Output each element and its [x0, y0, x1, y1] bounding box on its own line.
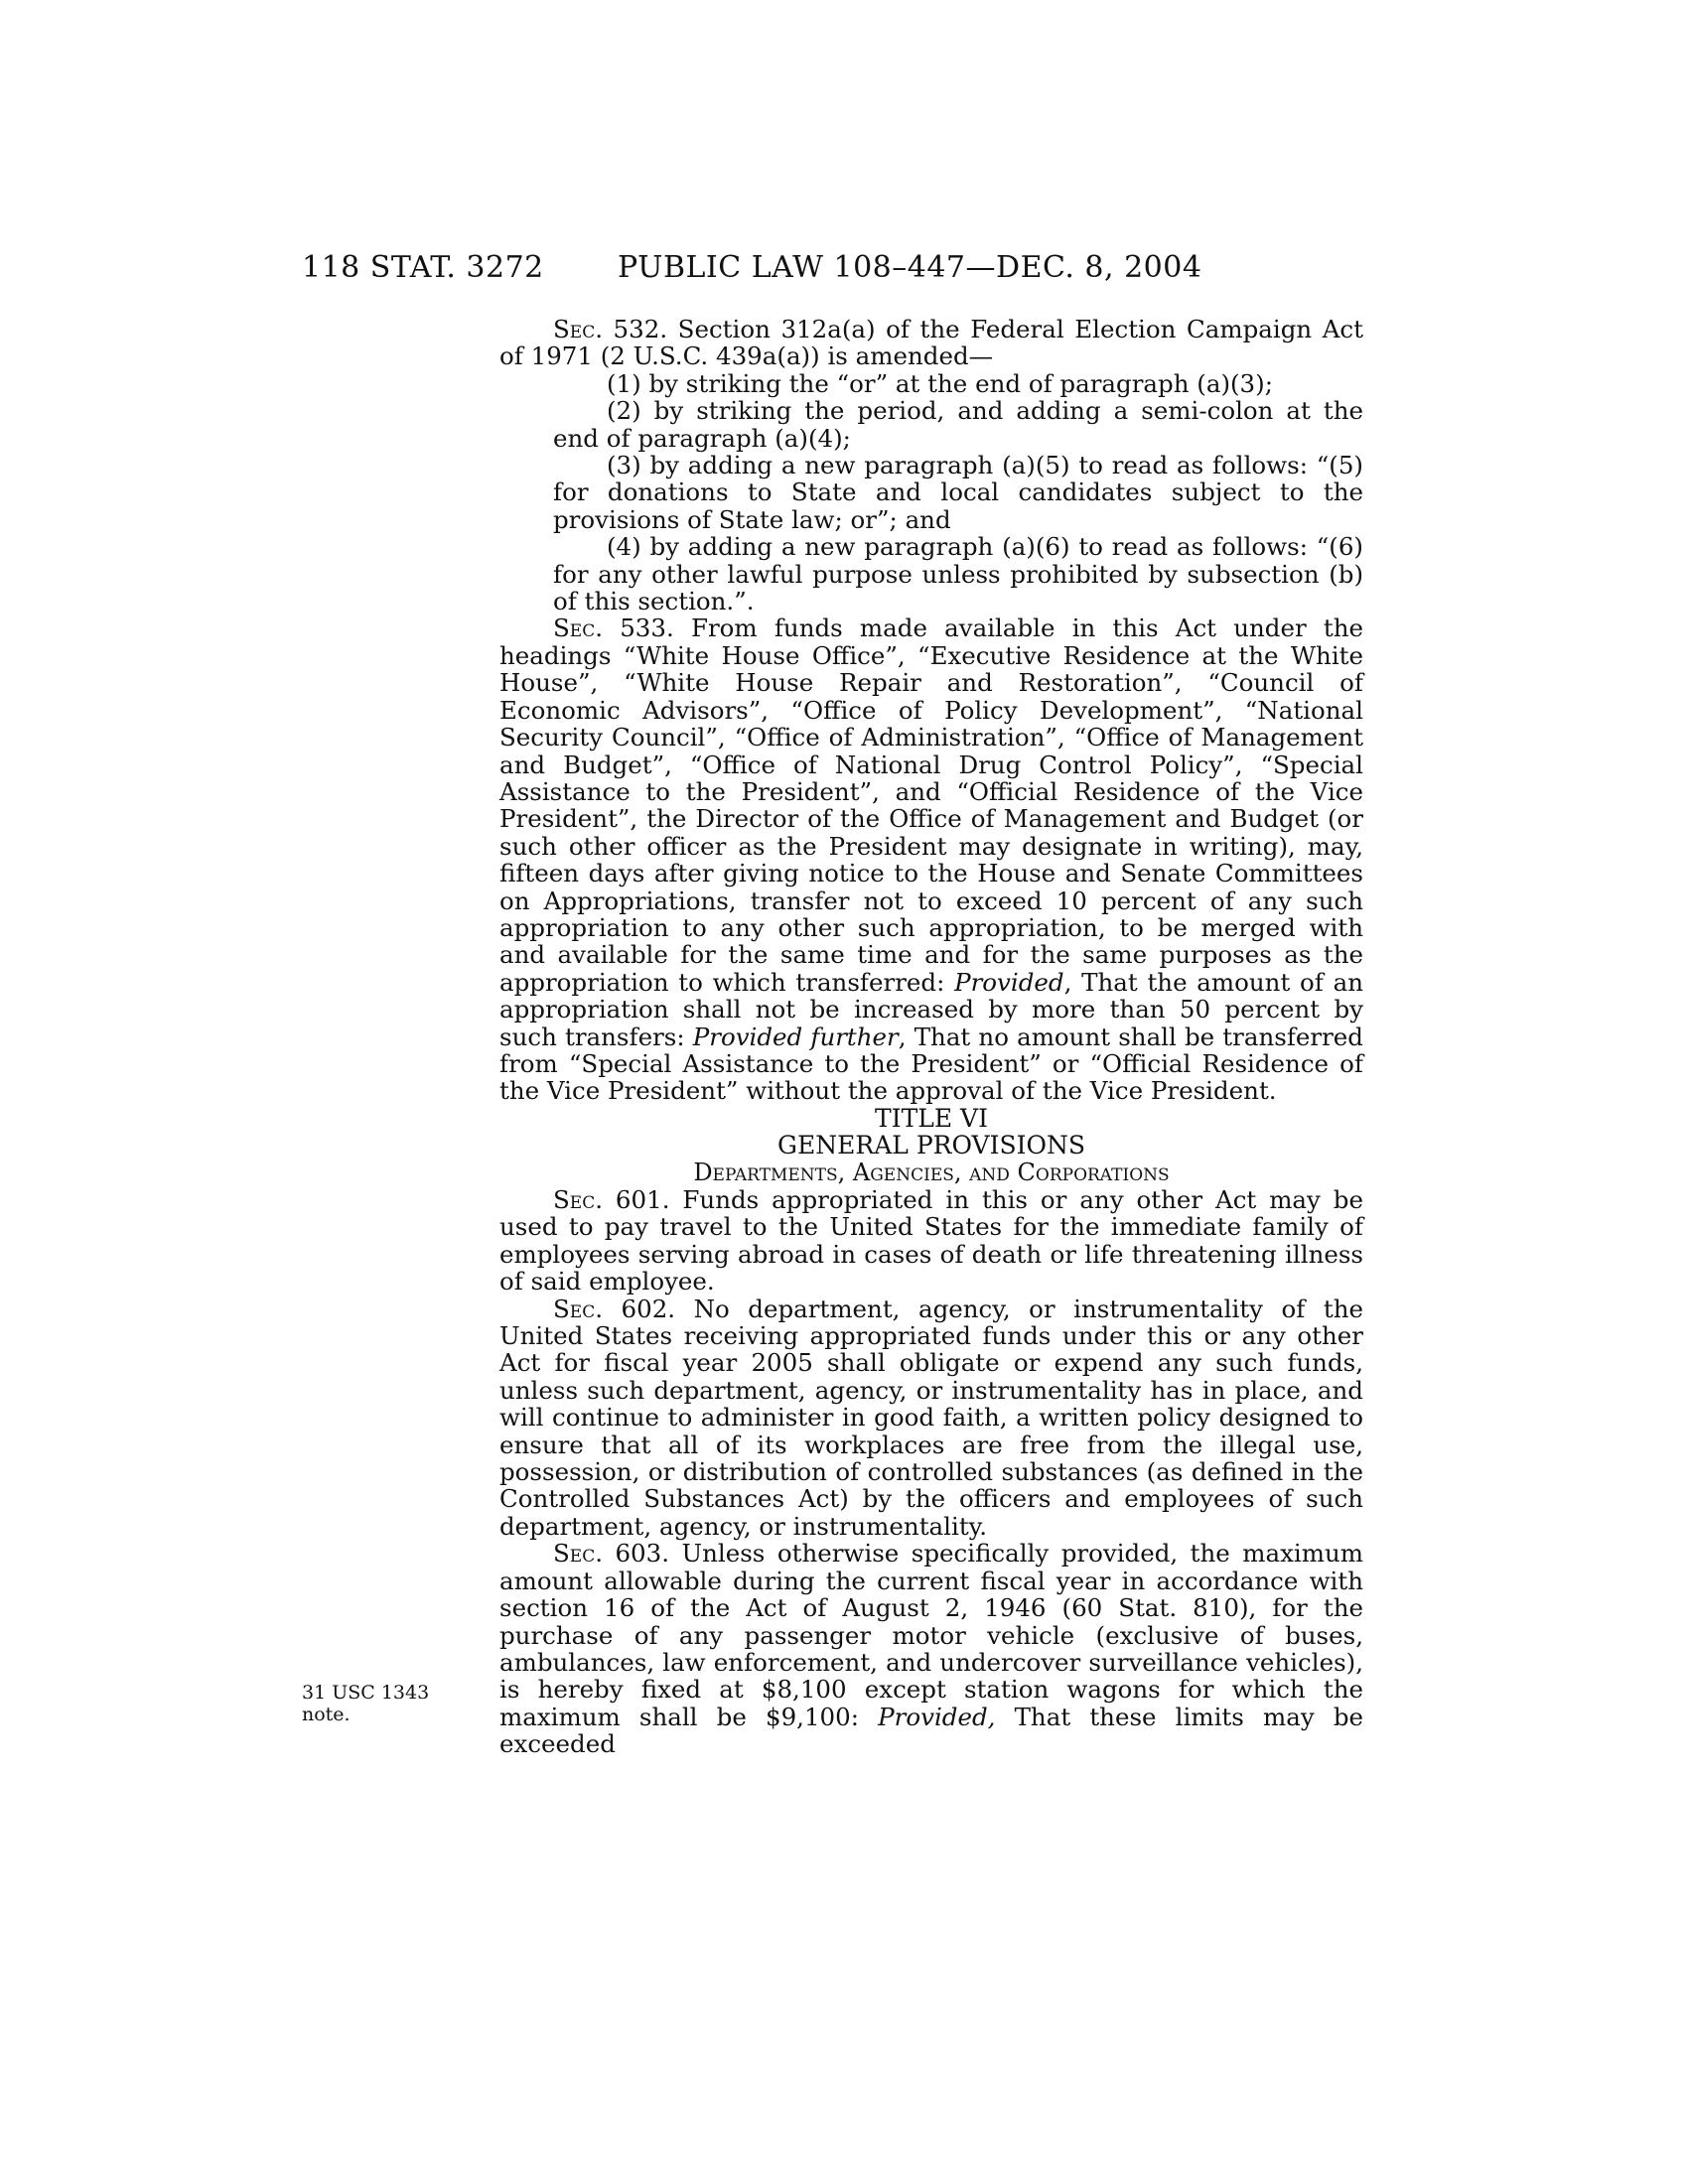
sec-label: Sec	[553, 614, 596, 643]
section-603	[499, 1540, 1363, 1757]
margin-note-line: 31 USC 1343	[302, 1682, 430, 1704]
list-item: (4) by adding a new paragraph (a)(6) to read as follows: “(6) for any other lawful purpose unless prohibited by subsection (b) of this section.”.	[553, 532, 1363, 616]
proviso-term: Provided further	[692, 1022, 899, 1051]
list-item: (3) by adding a new paragraph (a)(5) to read as follows: “(5) for donations to State and local candidates subject to the provisions of State law; or”; and	[553, 451, 1363, 534]
departments-heading: Departments, Agencies, and Corporations	[693, 1158, 1170, 1186]
section-533	[499, 614, 1363, 1104]
section-text: , That no amount shall be transferred from “Special Assistance to the President” or “Official Residence of the Vice President” without the approval of the Vice President.	[499, 1022, 1363, 1106]
sec-label: Sec	[553, 1294, 596, 1323]
section-text: That these limits may be exceeded	[499, 1702, 1363, 1759]
section-text: . 603. Unless otherwise specifically provided, the maximum amount allowable during the current fiscal year in accordance with section 16 of the Act of August 2, 1946 (60 Stat. 810), for the purchase of any passenger motor vehicle (exclusive of buses, ambulances, law enforcement, and undercover surveillance vehicles), is hereby fixed at $8,100 except station wagons for which the maximum shall be $9,100:	[499, 1539, 1363, 1731]
proviso-term: Provided,	[878, 1702, 996, 1731]
list-item: (1) by striking the “or” at the end of paragraph (a)(3);	[607, 368, 1273, 398]
sec-label: Sec	[553, 1539, 596, 1569]
document-body	[499, 316, 1363, 1758]
public-law-header: PUBLIC LAW 108–447—DEC. 8, 2004	[618, 250, 1202, 285]
sec-label: Sec	[553, 315, 596, 343]
proviso-term: Provided	[954, 967, 1064, 997]
title-heading: TITLE VI	[875, 1103, 988, 1133]
margin-note	[302, 1682, 451, 1725]
stat-citation: 118 STAT. 3272	[302, 250, 544, 285]
sec-label: Sec	[553, 1185, 596, 1214]
section-text: , That the amount of an appropriation shall not be increased by more than 50 percent by such transfers:	[499, 967, 1363, 1051]
section-text: . 533. From funds made available in this Act under the headings “White House Office”, “Executive Residence at the White House”, “White House Repair and Restoration”, “Council of Economic Advisors”, “Office of Policy Development”, “National Security Council”, “Office of Administration”, “Office of Management and Budget”, “Office of National Drug Control Policy”, “Special Assistance to the President”, and “Official Residence of the Vice President”, the Director of the Office of Management and Budget (or such other officer as the President may designate in writing), may, fifteen days after giving notice to the House and Senate Committees on Appropriations, transfer not to exceed 10 percent of any such appropriation to any other such appropriation, to be merged with and available for the same time and for the same purposes as the appropriation to which transferred:	[499, 614, 1363, 997]
section-602	[499, 1296, 1363, 1541]
list-item: (2) by striking the period, and adding a semi-colon at the end of paragraph (a)(4);	[553, 396, 1363, 453]
section-532	[499, 316, 1363, 370]
margin-note-line: note.	[302, 1704, 351, 1725]
section-601	[499, 1186, 1363, 1296]
general-provisions-heading: GENERAL PROVISIONS	[777, 1131, 1085, 1160]
section-text: . 532. Section 312a(a) of the Federal Election Campaign Act of 1971 (2 U.S.C. 439a(a)) is amended—	[499, 315, 1363, 371]
section-text: . 601. Funds appropriated in this or any other Act may be used to pay travel to the United States for the immediate family of employees serving abroad in cases of death or life threatening illness of said employee.	[499, 1185, 1363, 1297]
section-text: . 602. No department, agency, or instrumentality of the United States receiving appropriated funds under this or any other Act for fiscal year 2005 shall obligate or expend any such funds, unless such department, agency, or instrumentality has in place, and will continue to administer in good faith, a written policy designed to ensure that all of its workplaces are free from the illegal use, possession, or distribution of controlled substances (as defined in the Controlled Substances Act) by the officers and employees of such department, agency, or instrumentality.	[499, 1294, 1363, 1541]
